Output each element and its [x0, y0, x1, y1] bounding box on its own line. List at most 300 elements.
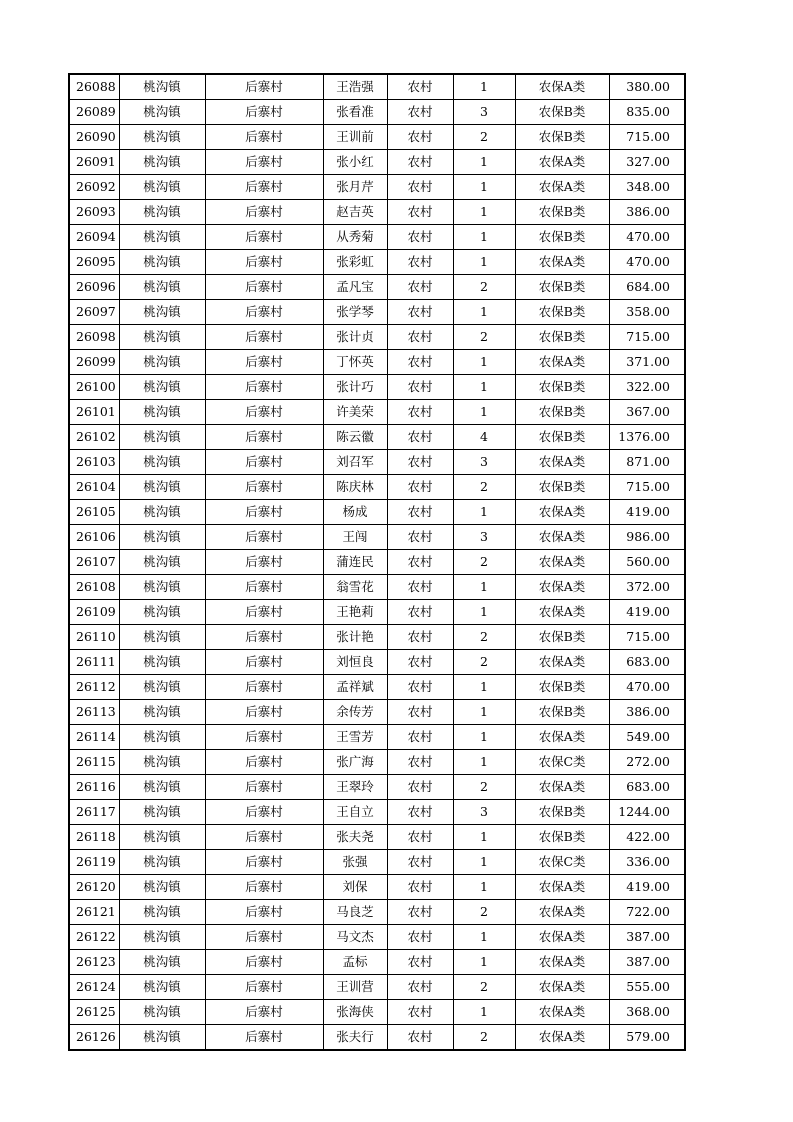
cell-name: 蒲连民 — [323, 550, 387, 575]
cell-household-size: 1 — [453, 600, 515, 625]
table-row — [69, 775, 685, 800]
cell-name: 王训营 — [323, 975, 387, 1000]
cell-id: 26093 — [69, 200, 119, 225]
cell-amount: 358.00 — [609, 300, 685, 325]
cell-village: 后寨村 — [205, 800, 323, 825]
cell-village: 后寨村 — [205, 875, 323, 900]
cell-category: 农保A类 — [515, 550, 609, 575]
cell-category: 农保B类 — [515, 275, 609, 300]
cell-town: 桃沟镇 — [119, 875, 205, 900]
cell-id: 26107 — [69, 550, 119, 575]
cell-amount: 683.00 — [609, 775, 685, 800]
cell-town: 桃沟镇 — [119, 925, 205, 950]
cell-category: 农保A类 — [515, 725, 609, 750]
cell-category: 农保B类 — [515, 825, 609, 850]
cell-category: 农保B类 — [515, 800, 609, 825]
cell-name: 王训前 — [323, 125, 387, 150]
cell-name: 王雪芳 — [323, 725, 387, 750]
table-row — [69, 1025, 685, 1051]
table-row — [69, 975, 685, 1000]
cell-category: 农保A类 — [515, 775, 609, 800]
cell-town: 桃沟镇 — [119, 150, 205, 175]
cell-village: 后寨村 — [205, 500, 323, 525]
cell-household-size: 3 — [453, 800, 515, 825]
cell-town: 桃沟镇 — [119, 950, 205, 975]
cell-town: 桃沟镇 — [119, 900, 205, 925]
cell-household-size: 2 — [453, 1025, 515, 1051]
cell-town: 桃沟镇 — [119, 300, 205, 325]
cell-amount: 470.00 — [609, 675, 685, 700]
cell-area-type: 农村 — [387, 900, 453, 925]
cell-amount: 322.00 — [609, 375, 685, 400]
cell-household-size: 1 — [453, 74, 515, 100]
cell-village: 后寨村 — [205, 925, 323, 950]
cell-household-size: 1 — [453, 500, 515, 525]
cell-town: 桃沟镇 — [119, 500, 205, 525]
cell-category: 农保A类 — [515, 450, 609, 475]
cell-village: 后寨村 — [205, 325, 323, 350]
cell-area-type: 农村 — [387, 750, 453, 775]
cell-town: 桃沟镇 — [119, 575, 205, 600]
cell-village: 后寨村 — [205, 775, 323, 800]
cell-village: 后寨村 — [205, 600, 323, 625]
cell-area-type: 农村 — [387, 200, 453, 225]
cell-id: 26096 — [69, 275, 119, 300]
cell-name: 张计艳 — [323, 625, 387, 650]
relief-roster-table — [68, 73, 686, 1051]
cell-village: 后寨村 — [205, 100, 323, 125]
cell-village: 后寨村 — [205, 275, 323, 300]
cell-area-type: 农村 — [387, 450, 453, 475]
table-row — [69, 900, 685, 925]
cell-name: 刘保 — [323, 875, 387, 900]
cell-id: 26101 — [69, 400, 119, 425]
cell-amount: 986.00 — [609, 525, 685, 550]
cell-town: 桃沟镇 — [119, 125, 205, 150]
cell-household-size: 1 — [453, 850, 515, 875]
cell-name: 刘恒良 — [323, 650, 387, 675]
cell-village: 后寨村 — [205, 575, 323, 600]
cell-amount: 387.00 — [609, 950, 685, 975]
cell-amount: 419.00 — [609, 875, 685, 900]
cell-id: 26123 — [69, 950, 119, 975]
cell-name: 张夫行 — [323, 1025, 387, 1051]
cell-area-type: 农村 — [387, 825, 453, 850]
cell-id: 26126 — [69, 1025, 119, 1051]
cell-town: 桃沟镇 — [119, 200, 205, 225]
cell-town: 桃沟镇 — [119, 700, 205, 725]
cell-village: 后寨村 — [205, 725, 323, 750]
cell-id: 26091 — [69, 150, 119, 175]
cell-household-size: 1 — [453, 200, 515, 225]
cell-category: 农保C类 — [515, 850, 609, 875]
cell-village: 后寨村 — [205, 550, 323, 575]
cell-amount: 372.00 — [609, 575, 685, 600]
cell-household-size: 2 — [453, 275, 515, 300]
cell-id: 26115 — [69, 750, 119, 775]
cell-town: 桃沟镇 — [119, 600, 205, 625]
table-row — [69, 325, 685, 350]
cell-id: 26098 — [69, 325, 119, 350]
cell-village: 后寨村 — [205, 125, 323, 150]
cell-category: 农保B类 — [515, 375, 609, 400]
table-row — [69, 800, 685, 825]
cell-town: 桃沟镇 — [119, 100, 205, 125]
cell-household-size: 1 — [453, 350, 515, 375]
table-row — [69, 225, 685, 250]
cell-area-type: 农村 — [387, 675, 453, 700]
cell-id: 26109 — [69, 600, 119, 625]
cell-town: 桃沟镇 — [119, 850, 205, 875]
table-row — [69, 675, 685, 700]
cell-amount: 380.00 — [609, 74, 685, 100]
cell-household-size: 4 — [453, 425, 515, 450]
cell-town: 桃沟镇 — [119, 825, 205, 850]
table-row — [69, 300, 685, 325]
table-row — [69, 700, 685, 725]
cell-village: 后寨村 — [205, 675, 323, 700]
cell-amount: 715.00 — [609, 325, 685, 350]
cell-category: 农保A类 — [515, 525, 609, 550]
cell-town: 桃沟镇 — [119, 325, 205, 350]
cell-name: 马良芝 — [323, 900, 387, 925]
cell-town: 桃沟镇 — [119, 750, 205, 775]
cell-amount: 835.00 — [609, 100, 685, 125]
cell-household-size: 2 — [453, 325, 515, 350]
cell-area-type: 农村 — [387, 74, 453, 100]
cell-village: 后寨村 — [205, 150, 323, 175]
cell-name: 余传芳 — [323, 700, 387, 725]
cell-name: 王浩强 — [323, 74, 387, 100]
cell-category: 农保B类 — [515, 100, 609, 125]
cell-village: 后寨村 — [205, 950, 323, 975]
cell-household-size: 1 — [453, 300, 515, 325]
cell-name: 马文杰 — [323, 925, 387, 950]
cell-household-size: 2 — [453, 475, 515, 500]
cell-category: 农保B类 — [515, 475, 609, 500]
cell-town: 桃沟镇 — [119, 975, 205, 1000]
cell-town: 桃沟镇 — [119, 675, 205, 700]
table-row — [69, 475, 685, 500]
cell-household-size: 2 — [453, 775, 515, 800]
cell-household-size: 2 — [453, 550, 515, 575]
table-row — [69, 74, 685, 100]
cell-name: 张小红 — [323, 150, 387, 175]
cell-category: 农保B类 — [515, 425, 609, 450]
cell-household-size: 3 — [453, 100, 515, 125]
cell-household-size: 1 — [453, 675, 515, 700]
cell-town: 桃沟镇 — [119, 400, 205, 425]
cell-category: 农保B类 — [515, 200, 609, 225]
cell-village: 后寨村 — [205, 200, 323, 225]
cell-id: 26122 — [69, 925, 119, 950]
cell-id: 26111 — [69, 650, 119, 675]
cell-area-type: 农村 — [387, 275, 453, 300]
cell-area-type: 农村 — [387, 100, 453, 125]
cell-town: 桃沟镇 — [119, 650, 205, 675]
cell-area-type: 农村 — [387, 600, 453, 625]
table-row — [69, 875, 685, 900]
cell-area-type: 农村 — [387, 225, 453, 250]
cell-household-size: 2 — [453, 900, 515, 925]
table-row — [69, 100, 685, 125]
cell-area-type: 农村 — [387, 300, 453, 325]
cell-name: 杨成 — [323, 500, 387, 525]
cell-village: 后寨村 — [205, 525, 323, 550]
cell-category: 农保B类 — [515, 400, 609, 425]
cell-household-size: 3 — [453, 525, 515, 550]
table-row — [69, 550, 685, 575]
cell-id: 26112 — [69, 675, 119, 700]
cell-amount: 560.00 — [609, 550, 685, 575]
cell-name: 许美荣 — [323, 400, 387, 425]
cell-id: 26094 — [69, 225, 119, 250]
cell-household-size: 1 — [453, 575, 515, 600]
table-row — [69, 375, 685, 400]
table-row — [69, 125, 685, 150]
cell-name: 孟祥斌 — [323, 675, 387, 700]
cell-town: 桃沟镇 — [119, 475, 205, 500]
table-row — [69, 1000, 685, 1025]
table-body — [69, 74, 685, 1050]
cell-category: 农保A类 — [515, 600, 609, 625]
table-row — [69, 200, 685, 225]
cell-area-type: 农村 — [387, 400, 453, 425]
cell-amount: 555.00 — [609, 975, 685, 1000]
cell-category: 农保A类 — [515, 875, 609, 900]
table-row — [69, 425, 685, 450]
cell-area-type: 农村 — [387, 150, 453, 175]
cell-household-size: 1 — [453, 400, 515, 425]
cell-amount: 715.00 — [609, 475, 685, 500]
cell-name: 张学琴 — [323, 300, 387, 325]
table-row — [69, 250, 685, 275]
cell-town: 桃沟镇 — [119, 1000, 205, 1025]
table-row — [69, 150, 685, 175]
cell-household-size: 1 — [453, 250, 515, 275]
cell-id: 26110 — [69, 625, 119, 650]
cell-amount: 549.00 — [609, 725, 685, 750]
table-row — [69, 725, 685, 750]
cell-id: 26089 — [69, 100, 119, 125]
cell-village: 后寨村 — [205, 1025, 323, 1051]
cell-amount: 1376.00 — [609, 425, 685, 450]
cell-amount: 722.00 — [609, 900, 685, 925]
cell-amount: 470.00 — [609, 225, 685, 250]
cell-town: 桃沟镇 — [119, 800, 205, 825]
table-row — [69, 500, 685, 525]
cell-area-type: 农村 — [387, 850, 453, 875]
cell-town: 桃沟镇 — [119, 225, 205, 250]
table-row — [69, 350, 685, 375]
cell-name: 刘召军 — [323, 450, 387, 475]
cell-amount: 871.00 — [609, 450, 685, 475]
cell-category: 农保A类 — [515, 575, 609, 600]
table-row — [69, 650, 685, 675]
cell-town: 桃沟镇 — [119, 625, 205, 650]
cell-category: 农保A类 — [515, 150, 609, 175]
cell-category: 农保A类 — [515, 900, 609, 925]
cell-area-type: 农村 — [387, 525, 453, 550]
cell-id: 26100 — [69, 375, 119, 400]
cell-area-type: 农村 — [387, 875, 453, 900]
cell-amount: 470.00 — [609, 250, 685, 275]
cell-area-type: 农村 — [387, 175, 453, 200]
cell-name: 赵吉英 — [323, 200, 387, 225]
cell-id: 26117 — [69, 800, 119, 825]
cell-category: 农保B类 — [515, 325, 609, 350]
cell-town: 桃沟镇 — [119, 175, 205, 200]
cell-village: 后寨村 — [205, 225, 323, 250]
cell-amount: 387.00 — [609, 925, 685, 950]
cell-category: 农保A类 — [515, 975, 609, 1000]
cell-household-size: 3 — [453, 450, 515, 475]
cell-name: 张彩虹 — [323, 250, 387, 275]
cell-household-size: 1 — [453, 825, 515, 850]
cell-name: 张强 — [323, 850, 387, 875]
cell-area-type: 农村 — [387, 425, 453, 450]
table-row — [69, 825, 685, 850]
cell-name: 王自立 — [323, 800, 387, 825]
cell-household-size: 1 — [453, 225, 515, 250]
cell-amount: 368.00 — [609, 1000, 685, 1025]
cell-town: 桃沟镇 — [119, 425, 205, 450]
cell-category: 农保A类 — [515, 74, 609, 100]
cell-town: 桃沟镇 — [119, 725, 205, 750]
cell-village: 后寨村 — [205, 350, 323, 375]
cell-id: 26097 — [69, 300, 119, 325]
cell-id: 26118 — [69, 825, 119, 850]
cell-id: 26104 — [69, 475, 119, 500]
cell-village: 后寨村 — [205, 74, 323, 100]
cell-village: 后寨村 — [205, 825, 323, 850]
table-row — [69, 450, 685, 475]
cell-village: 后寨村 — [205, 700, 323, 725]
cell-village: 后寨村 — [205, 450, 323, 475]
cell-category: 农保B类 — [515, 625, 609, 650]
cell-amount: 684.00 — [609, 275, 685, 300]
cell-area-type: 农村 — [387, 475, 453, 500]
cell-id: 26124 — [69, 975, 119, 1000]
cell-household-size: 2 — [453, 625, 515, 650]
cell-area-type: 农村 — [387, 325, 453, 350]
cell-area-type: 农村 — [387, 1000, 453, 1025]
cell-id: 26088 — [69, 74, 119, 100]
cell-id: 26092 — [69, 175, 119, 200]
table-row — [69, 275, 685, 300]
cell-area-type: 农村 — [387, 925, 453, 950]
cell-village: 后寨村 — [205, 250, 323, 275]
cell-village: 后寨村 — [205, 375, 323, 400]
cell-area-type: 农村 — [387, 625, 453, 650]
table-row — [69, 575, 685, 600]
cell-area-type: 农村 — [387, 775, 453, 800]
table-row — [69, 925, 685, 950]
cell-area-type: 农村 — [387, 650, 453, 675]
cell-household-size: 1 — [453, 725, 515, 750]
cell-category: 农保C类 — [515, 750, 609, 775]
table-row — [69, 750, 685, 775]
cell-name: 张广海 — [323, 750, 387, 775]
cell-town: 桃沟镇 — [119, 775, 205, 800]
cell-name: 张月芹 — [323, 175, 387, 200]
cell-name: 丁怀英 — [323, 350, 387, 375]
cell-village: 后寨村 — [205, 750, 323, 775]
cell-amount: 348.00 — [609, 175, 685, 200]
cell-amount: 272.00 — [609, 750, 685, 775]
cell-village: 后寨村 — [205, 1000, 323, 1025]
table-row — [69, 600, 685, 625]
cell-amount: 715.00 — [609, 125, 685, 150]
cell-area-type: 农村 — [387, 500, 453, 525]
cell-area-type: 农村 — [387, 575, 453, 600]
cell-area-type: 农村 — [387, 125, 453, 150]
cell-village: 后寨村 — [205, 475, 323, 500]
cell-id: 26103 — [69, 450, 119, 475]
cell-name: 孟凡宝 — [323, 275, 387, 300]
cell-id: 26121 — [69, 900, 119, 925]
cell-household-size: 1 — [453, 375, 515, 400]
cell-household-size: 2 — [453, 125, 515, 150]
cell-town: 桃沟镇 — [119, 250, 205, 275]
table-row — [69, 950, 685, 975]
cell-id: 26099 — [69, 350, 119, 375]
cell-household-size: 1 — [453, 700, 515, 725]
cell-household-size: 1 — [453, 950, 515, 975]
cell-id: 26119 — [69, 850, 119, 875]
cell-area-type: 农村 — [387, 250, 453, 275]
cell-id: 26108 — [69, 575, 119, 600]
table-row — [69, 175, 685, 200]
cell-amount: 1244.00 — [609, 800, 685, 825]
cell-name: 张看准 — [323, 100, 387, 125]
cell-category: 农保A类 — [515, 925, 609, 950]
cell-amount: 579.00 — [609, 1025, 685, 1051]
cell-id: 26113 — [69, 700, 119, 725]
cell-household-size: 2 — [453, 975, 515, 1000]
cell-id: 26105 — [69, 500, 119, 525]
cell-amount: 422.00 — [609, 825, 685, 850]
cell-category: 农保A类 — [515, 250, 609, 275]
cell-town: 桃沟镇 — [119, 1025, 205, 1051]
cell-name: 张海侠 — [323, 1000, 387, 1025]
cell-category: 农保A类 — [515, 500, 609, 525]
cell-amount: 367.00 — [609, 400, 685, 425]
cell-name: 陈云徽 — [323, 425, 387, 450]
cell-name: 孟标 — [323, 950, 387, 975]
cell-category: 农保B类 — [515, 125, 609, 150]
cell-village: 后寨村 — [205, 850, 323, 875]
table-row — [69, 525, 685, 550]
cell-id: 26125 — [69, 1000, 119, 1025]
cell-category: 农保A类 — [515, 350, 609, 375]
cell-amount: 336.00 — [609, 850, 685, 875]
cell-category: 农保A类 — [515, 1000, 609, 1025]
cell-amount: 419.00 — [609, 600, 685, 625]
cell-area-type: 农村 — [387, 950, 453, 975]
cell-village: 后寨村 — [205, 175, 323, 200]
cell-household-size: 1 — [453, 1000, 515, 1025]
cell-id: 26106 — [69, 525, 119, 550]
cell-household-size: 1 — [453, 875, 515, 900]
cell-id: 26114 — [69, 725, 119, 750]
cell-area-type: 农村 — [387, 1025, 453, 1051]
cell-name: 翁雪花 — [323, 575, 387, 600]
cell-category: 农保A类 — [515, 175, 609, 200]
cell-name: 张计贞 — [323, 325, 387, 350]
cell-name: 从秀菊 — [323, 225, 387, 250]
cell-village: 后寨村 — [205, 300, 323, 325]
